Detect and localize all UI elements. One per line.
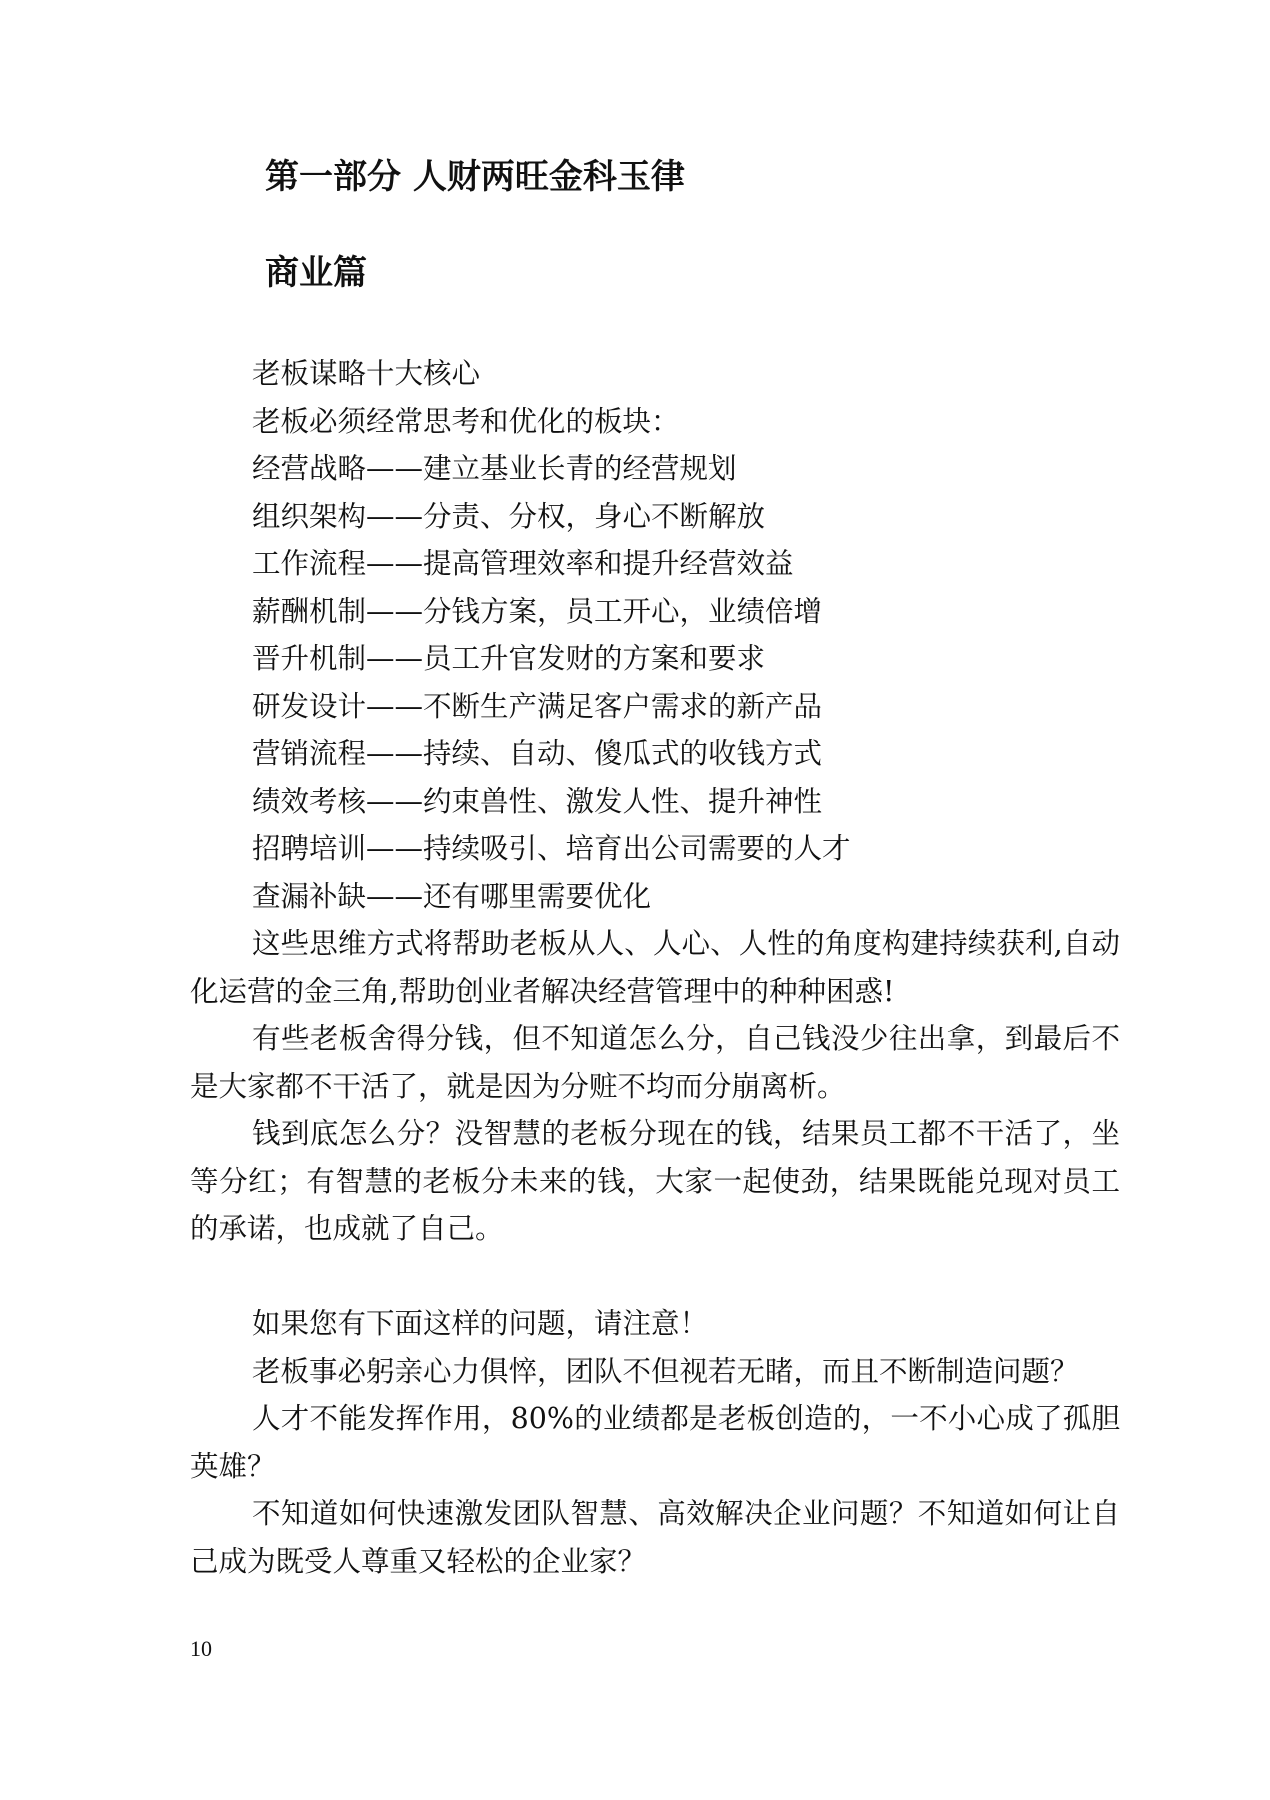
- list-item: 薪酬机制——分钱方案，员工开心，业绩倍增: [252, 594, 823, 628]
- page-number: 10: [190, 1636, 212, 1661]
- section-title: 商业篇: [265, 253, 367, 293]
- paragraph: 有些老板舍得分钱，但不知道怎么分，自己钱没少往出拿，到最后不是大家都不干活了，就是因为分赃不均而分崩离析。: [190, 1022, 1120, 1103]
- paragraph: 钱到底怎么分？没智慧的老板分现在的钱，结果员工都不干活了，坐等分红；有智慧的老板分未来的钱，大家一起使劲，结果既能兑现对员工的承诺，也成就了自己。: [190, 1117, 1120, 1245]
- list-intro-line: 老板必须经常思考和优化的板块：: [252, 404, 680, 438]
- body-text: [190, 350, 1120, 1585]
- list-item: 工作流程——提高管理效率和提升经营效益: [252, 547, 794, 580]
- paragraph-spacer: [190, 1253, 1120, 1301]
- list-item: 研发设计——不断生产满足客户需求的新产品: [252, 689, 823, 723]
- list-item: 晋升机制——员工升官发财的方案和要求: [252, 642, 766, 675]
- part-title: 第一部分 人财两旺金科玉律: [265, 157, 685, 197]
- list-intro-line: 老板谋略十大核心: [252, 357, 481, 390]
- question-paragraph: 老板事必躬亲心力俱悴，团队不但视若无睹，而且不断制造问题？: [252, 1354, 1079, 1388]
- question-paragraph: 人才不能发挥作用，80%的业绩都是老板创造的，一不小心成了孤胆英雄？: [190, 1402, 1120, 1483]
- list-item: 营销流程——持续、自动、傻瓜式的收钱方式: [252, 737, 823, 770]
- question-paragraph: 不知道如何快速激发团队智慧、高效解决企业问题？不知道如何让自己成为既受人尊重又轻松的企业家？: [190, 1497, 1120, 1578]
- list-item: 查漏补缺——还有哪里需要优化: [252, 879, 652, 913]
- list-item: 招聘培训——持续吸引、培育出公司需要的人才: [252, 832, 851, 865]
- paragraph: 这些思维方式将帮助老板从人、人心、人性的角度构建持续获利,自动化运营的金三角,帮助创业者解决经营管理中的种种困惑!: [190, 927, 1120, 1008]
- list-item: 组织架构——分责、分权，身心不断解放: [252, 499, 766, 533]
- list-item: 经营战略——建立基业长青的经营规划: [252, 452, 737, 485]
- question-intro: 如果您有下面这样的问题，请注意！: [252, 1307, 709, 1340]
- list-item: 绩效考核——约束兽性、激发人性、提升神性: [252, 784, 823, 818]
